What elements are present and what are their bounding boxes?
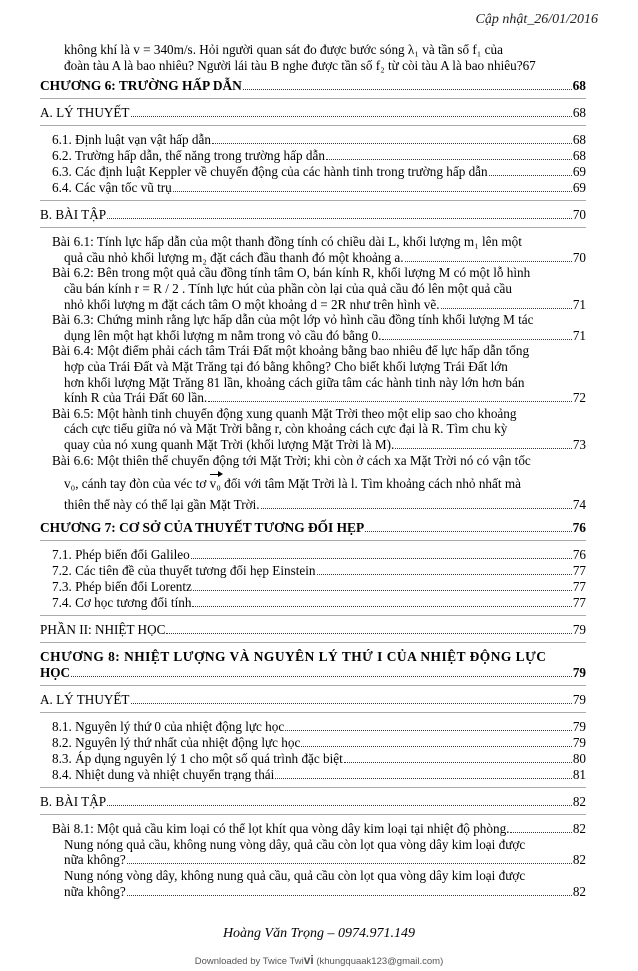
leader-dots bbox=[107, 794, 572, 806]
toc-page-number: 68 bbox=[572, 132, 586, 148]
download-text: Downloaded by Twice Twi bbox=[194, 956, 304, 967]
leader-dots bbox=[405, 250, 572, 262]
toc-page-number: 69 bbox=[572, 164, 586, 180]
toc-chapter-7[interactable] bbox=[40, 520, 586, 541]
toc-item-label: 6.4. Các vận tốc vũ trụ bbox=[52, 180, 172, 196]
toc-chapter-8-title-line-1 bbox=[40, 649, 586, 665]
toc-item-label: 6.1. Định luật vạn vật hấp dẫn bbox=[52, 132, 211, 148]
leader-dots bbox=[510, 821, 571, 833]
toc-chapter-8-page: 79 bbox=[572, 665, 586, 681]
page-number-roman: vi bbox=[303, 953, 314, 967]
exercise-text: v₀, cánh tay đòn của véc tơ bbox=[64, 476, 207, 492]
table-of-contents bbox=[40, 42, 586, 899]
exercise-text: cầu bán kính r = R / 2 . Tính lực hút của phần còn lại của quả cầu đó lên một quả cầu bbox=[64, 280, 512, 296]
toc-chapter-6[interactable] bbox=[40, 78, 586, 99]
vector-v0: v₀ bbox=[210, 473, 221, 492]
exercise-text: Bài 6.4: Một điểm phải cách tâm Trái Đất một khoảng bằng bao nhiêu để lực hấp dẫn tổng bbox=[52, 343, 530, 359]
exercise-text: quay của nó xung quanh Mặt Trời (khối lượng Mặt Trời là M). bbox=[64, 436, 395, 452]
toc-item-label: 8.1. Nguyên lý thứ 0 của nhiệt động lực học bbox=[52, 719, 285, 735]
exercise-text: nữa không? bbox=[64, 852, 126, 868]
toc-exercise-8-1[interactable] bbox=[40, 821, 586, 899]
toc-ch8-exercises[interactable] bbox=[40, 794, 586, 815]
toc-exercise-6-4[interactable] bbox=[40, 343, 586, 405]
toc-item-label: 8.4. Nhiệt dung và nhiệt chuyển trạng thái bbox=[52, 767, 275, 783]
leader-dots bbox=[166, 622, 571, 634]
exercise-text: đối với tâm Mặt Trời là l. Tìm khoảng cách nhỏ nhất mà bbox=[224, 476, 521, 492]
toc-exercise-6-1[interactable] bbox=[40, 234, 586, 265]
exercise-text: Nung nóng vòng dây, không nung quả cầu, quả cầu còn lọt qua vòng dây kim loại được bbox=[64, 868, 526, 884]
exercise-text: hợp của Trái Đất và Mặt Trăng tại đó bằng không? Cho biết khối lượng Trái Đất lớn bbox=[64, 358, 508, 374]
leader-dots bbox=[212, 132, 572, 144]
toc-item-6-2[interactable] bbox=[40, 148, 586, 164]
toc-page-number: 71 bbox=[572, 327, 586, 343]
exercise-text: Nung nóng quả cầu, không nung vòng dây, quả cầu còn lọt qua vòng dây kim loại được bbox=[64, 836, 526, 852]
leader-dots bbox=[441, 297, 572, 309]
exercise-text: cách cực tiểu giữa nó và Mặt Trời bằng r, còn khoảng cách cực đại là R. Tìm chu kỳ bbox=[64, 421, 508, 437]
leader-dots bbox=[193, 579, 572, 591]
toc-page-number: 81 bbox=[572, 767, 586, 783]
exercise-line-vector bbox=[52, 473, 586, 492]
toc-item-label: 8.2. Nguyên lý thứ nhất của nhiệt động lực học bbox=[52, 735, 301, 751]
toc-page-number: 73 bbox=[572, 436, 586, 452]
toc-page-number: 82 bbox=[572, 821, 586, 837]
toc-page-number: 80 bbox=[572, 751, 586, 767]
toc-item-label: 7.2. Các tiên đề của thuyết tương đối hẹp Einstein bbox=[52, 563, 316, 579]
toc-page-number: 77 bbox=[572, 563, 586, 579]
leader-dots bbox=[243, 78, 572, 90]
toc-page-number: 79 bbox=[572, 735, 586, 751]
exercise-text: quả cầu nhỏ khối lượng m₂ đặt cách đầu thanh đó một khoảng a. bbox=[64, 249, 404, 265]
toc-item-8-2[interactable] bbox=[40, 735, 586, 751]
leader-dots bbox=[131, 692, 572, 704]
toc-chapter-6-title: CHƯƠNG 6: TRƯỜNG HẤP DẪN bbox=[40, 78, 242, 94]
toc-page-number: 69 bbox=[572, 180, 586, 196]
toc-page-number: 70 bbox=[572, 249, 586, 265]
toc-section-label: A. LÝ THUYẾT bbox=[40, 105, 130, 121]
toc-page-number: 82 bbox=[572, 852, 586, 868]
toc-exercise-6-2[interactable] bbox=[40, 265, 586, 312]
toc-section-label: B. BÀI TẬP bbox=[40, 794, 107, 810]
toc-chapter-7-page: 76 bbox=[572, 520, 586, 536]
toc-chapter-6-page: 68 bbox=[572, 78, 586, 94]
toc-item-8-3[interactable] bbox=[40, 751, 586, 767]
toc-page-number: 79 bbox=[572, 719, 586, 735]
toc-page-number: 77 bbox=[572, 579, 586, 595]
toc-item-6-3[interactable] bbox=[40, 164, 586, 180]
toc-page-number: 72 bbox=[572, 390, 586, 406]
toc-part-2[interactable] bbox=[40, 622, 586, 643]
leader-dots bbox=[489, 164, 572, 176]
exercise-text: Bài 8.1: Một quả cầu kim loại có thể lọt khít qua vòng dây kim loại tại nhiệt độ phòng. bbox=[52, 821, 510, 837]
toc-ch6-exercises[interactable] bbox=[40, 207, 586, 228]
leader-dots bbox=[192, 595, 571, 607]
exercise-text: hơn khối lượng Mặt Trăng 81 lần, khoảng cách giữa tâm các hành tinh này lớn hơn bán bbox=[64, 374, 525, 390]
exercise-text: Bài 6.6: Một thiên thể chuyển động tới Mặt Trời; khi còn ở cách xa Mặt Trời nó có vận tốc bbox=[52, 452, 531, 468]
toc-item-6-4[interactable] bbox=[40, 180, 586, 201]
toc-part-label: PHẦN II: NHIỆT HỌC bbox=[40, 622, 166, 638]
toc-item-label: 6.2. Trường hấp dẫn, thế năng trong trường hấp dẫn bbox=[52, 148, 325, 164]
toc-item-7-4[interactable] bbox=[40, 595, 586, 616]
exercise-text: Bài 6.5: Một hành tinh chuyển động xung quanh Mặt Trời theo một elip sao cho khoảng bbox=[52, 405, 517, 421]
leader-dots bbox=[191, 547, 572, 559]
toc-page-number: 71 bbox=[572, 296, 586, 312]
toc-page-number: 77 bbox=[572, 595, 586, 611]
toc-item-7-2[interactable] bbox=[40, 563, 586, 579]
leader-dots bbox=[71, 665, 572, 677]
leader-dots bbox=[127, 852, 572, 864]
toc-item-8-1[interactable] bbox=[40, 719, 586, 735]
toc-page-number: 68 bbox=[572, 105, 586, 121]
toc-page-number: 82 bbox=[572, 794, 586, 810]
toc-exercise-6-3[interactable] bbox=[40, 312, 586, 343]
leader-dots bbox=[344, 751, 572, 763]
leader-dots bbox=[365, 520, 571, 532]
toc-page-number: 76 bbox=[572, 547, 586, 563]
toc-item-8-4[interactable] bbox=[40, 767, 586, 788]
leader-dots bbox=[317, 563, 572, 575]
toc-page-number: 79 bbox=[572, 692, 586, 708]
toc-page-number: 74 bbox=[572, 496, 586, 512]
toc-item-7-3[interactable] bbox=[40, 579, 586, 595]
toc-page-number: 70 bbox=[572, 207, 586, 223]
toc-chapter-8-title: CHƯƠNG 8: NHIỆT LƯỢNG VÀ NGUYÊN LÝ THỨ I CỦA NHIỆT ĐỘNG LỰC bbox=[40, 649, 547, 665]
toc-item-label: 7.1. Phép biến đổi Galileo bbox=[52, 547, 190, 563]
toc-ch8-theory[interactable] bbox=[40, 692, 586, 713]
exercise-text: kính R của Trái Đất 60 lần. bbox=[64, 390, 208, 406]
leader-dots bbox=[326, 148, 572, 160]
toc-section-label: B. BÀI TẬP bbox=[40, 207, 107, 223]
exercise-text: Bài 6.3: Chứng minh rằng lực hấp dẫn của một lớp vỏ hình cầu đồng tính khối lượng M tác bbox=[52, 312, 534, 328]
exercise-text: thiên thể này có thể lại gần Mặt Trời. bbox=[64, 496, 260, 512]
leader-dots bbox=[395, 437, 572, 449]
toc-exercise-6-6[interactable] bbox=[40, 453, 586, 513]
toc-page-number: 79 bbox=[572, 622, 586, 638]
leader-dots bbox=[131, 105, 572, 117]
leader-dots bbox=[382, 328, 571, 340]
toc-item-label: 6.3. Các định luật Keppler về chuyển động của các hành tinh trong trường hấp dẫn bbox=[52, 164, 488, 180]
header-date: Cập nhật_26/01/2016 bbox=[475, 12, 598, 27]
toc-chapter-8[interactable] bbox=[40, 649, 586, 686]
toc-chapter-8-title-cont: HỌC bbox=[40, 665, 71, 681]
leader-dots bbox=[173, 180, 572, 192]
exercise-text: nữa không? bbox=[64, 883, 126, 899]
leader-dots bbox=[208, 390, 572, 402]
toc-section-label: A. LÝ THUYẾT bbox=[40, 692, 130, 708]
toc-item-7-1[interactable] bbox=[40, 547, 586, 563]
leader-dots bbox=[275, 767, 572, 779]
toc-page-number: 68 bbox=[572, 148, 586, 164]
exercise-text: Bài 6.1: Tính lực hấp dẫn của một thanh đồng tính có chiều dài L, khối lượng m₁ lên một bbox=[52, 234, 522, 250]
toc-item-6-1[interactable] bbox=[40, 132, 586, 148]
toc-item-label: 8.3. Áp dụng nguyên lý 1 cho một số quá trình đặc biệt bbox=[52, 751, 343, 767]
exercise-text: nhỏ khối lượng m đặt cách tâm O một khoảng d = 2R như trên hình vẽ. bbox=[64, 296, 440, 312]
toc-item-label: 7.4. Cơ học tương đối tính bbox=[52, 595, 192, 611]
toc-exercise-6-5[interactable] bbox=[40, 406, 586, 453]
exercise-text: Bài 6.2: Bên trong một quả cầu đồng tính tâm O, bán kính R, khối lượng M có một lỗ hình bbox=[52, 265, 531, 281]
download-note bbox=[0, 953, 638, 967]
intro-line-1: không khí là v = 340m/s. Hỏi người quan sát đo được bước sóng λ₁ và tần số f₁ của bbox=[64, 42, 503, 57]
download-email: (khungquaak123@gmail.com) bbox=[313, 956, 444, 967]
toc-item-label: 7.3. Phép biến đổi Lorentz bbox=[52, 579, 192, 595]
exercise-text: dụng lên một hạt khối lượng m nằm trong vỏ cầu đó bằng 0. bbox=[64, 327, 382, 343]
footer-author: Hoàng Văn Trọng – 0974.971.149 bbox=[222, 926, 416, 941]
toc-chapter-7-title: CHƯƠNG 7: CƠ SỞ CỦA THUYẾT TƯƠNG ĐỐI HẸP bbox=[40, 520, 365, 536]
leader-dots bbox=[285, 719, 572, 731]
toc-ch6-theory[interactable] bbox=[40, 105, 586, 126]
leader-dots bbox=[261, 497, 572, 509]
leader-dots bbox=[301, 735, 571, 747]
leader-dots bbox=[107, 207, 572, 219]
leader-dots bbox=[127, 884, 572, 896]
intro-line-2: đoàn tàu A là bao nhiêu? Người lái tàu B nghe được tần số f₂ từ còi tàu A là bao nhiêu?67 bbox=[64, 57, 536, 73]
toc-page-number: 82 bbox=[572, 883, 586, 899]
